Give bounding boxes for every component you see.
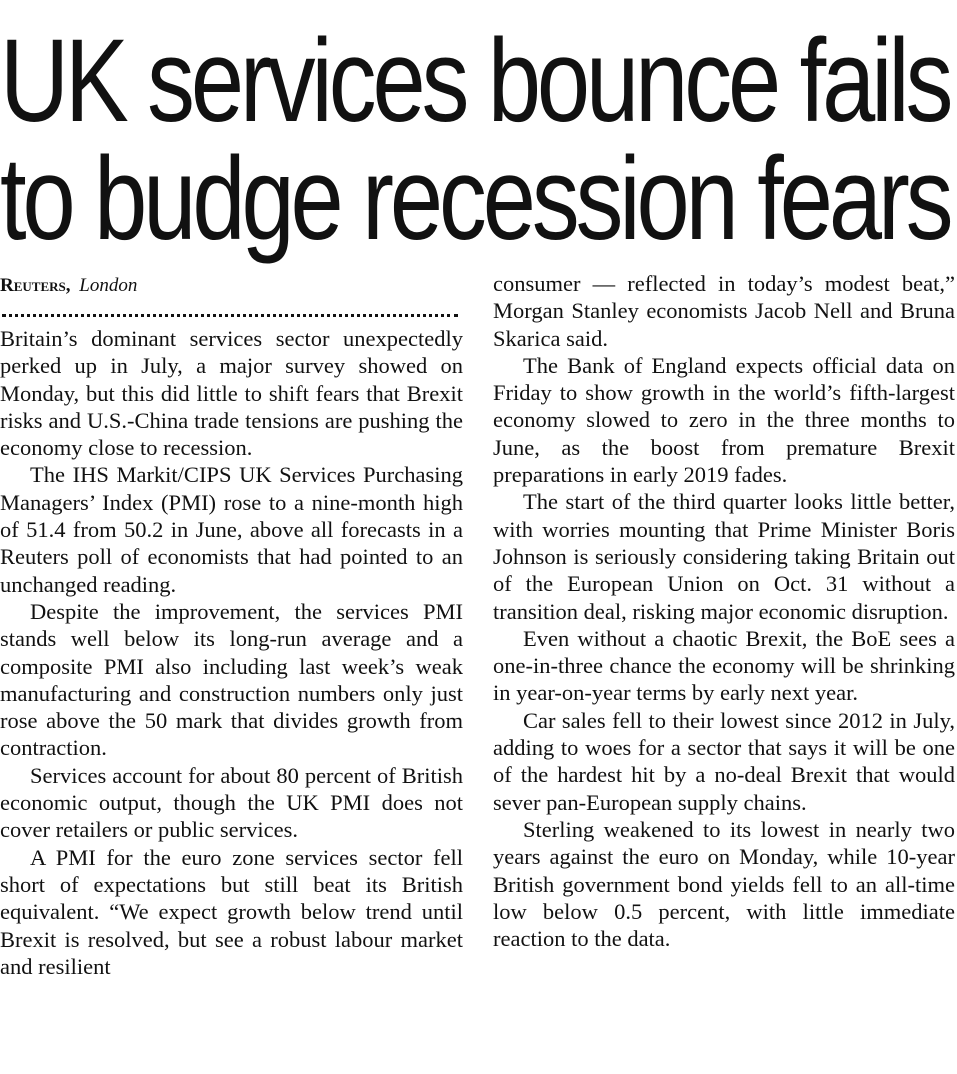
paragraph: Britain’s dominant services sector unexpectedly perked up in July, a major survey showed on Monday, but this did little to shift fears that Brexit risks and U.S.-China trade tensions are pushing the economy close to recession. [0,326,463,461]
paragraph: A PMI for the euro zone services sector fell short of expectations but still beat its British equivalent. “We expect growth below trend until Brexit is resolved, but see a robust labour market and resilient [0,844,463,979]
paragraph: Services account for about 80 percent of British economic output, though the UK PMI does not cover retailers or public services. [0,762,463,843]
headline-line-2: to budge recession fears [0,133,950,265]
article-column-right [493,270,955,952]
paragraph: The IHS Markit/CIPS UK Services Purchasing Managers’ Index (PMI) rose to a nine-month high of 51.4 from 50.2 in June, above all forecasts in a Reuters poll of economists that had pointed to an unchanged reading. [0,462,463,597]
paragraph: Even without a chaotic Brexit, the BoE sees a one-in-three chance the economy will be shrinking in year-on-year terms by early next year. [493,625,955,706]
byline-divider [2,298,458,317]
paragraph: Sterling weakened to its lowest in nearly two years against the euro on Monday, while 10-year British government bond yields fell to an all-time low below 0.5 percent, with little immediate reaction to the data. [493,816,955,952]
paragraph: The start of the third quarter looks little better, with worries mounting that Prime Minister Boris Johnson is seriously considering taking Britain out of the European Union on Oct. 31 without a transition deal, risking major economic disruption. [493,489,955,624]
paragraph: Despite the improvement, the services PMI stands well below its long-run average and a composite PMI also including last week’s weak manufacturing and construction numbers only just rose above the 50 mark that divides growth from contraction. [0,598,463,761]
headline-line-1: UK services bounce fails [0,15,950,147]
byline [0,274,463,298]
headline [0,15,950,265]
paragraph: The Bank of England expects official data on Friday to show growth in the world’s fifth-largest economy slowed to zero in the three months to June, as the boost from premature Brexit preparations in early 2019 fades. [493,352,955,488]
byline-agency: Reuters, [0,275,71,296]
byline-location: London [79,275,138,296]
article-column-left [0,270,463,980]
paragraph: consumer — reflected in today’s modest beat,” Morgan Stanley economists Jacob Nell and Bruna Skarica said. [493,271,955,351]
paragraph: Car sales fell to their lowest since 2012 in July, adding to woes for a sector that says it will be one of the hardest hit by a no-deal Brexit that would sever pan-European supply chains. [493,707,955,815]
